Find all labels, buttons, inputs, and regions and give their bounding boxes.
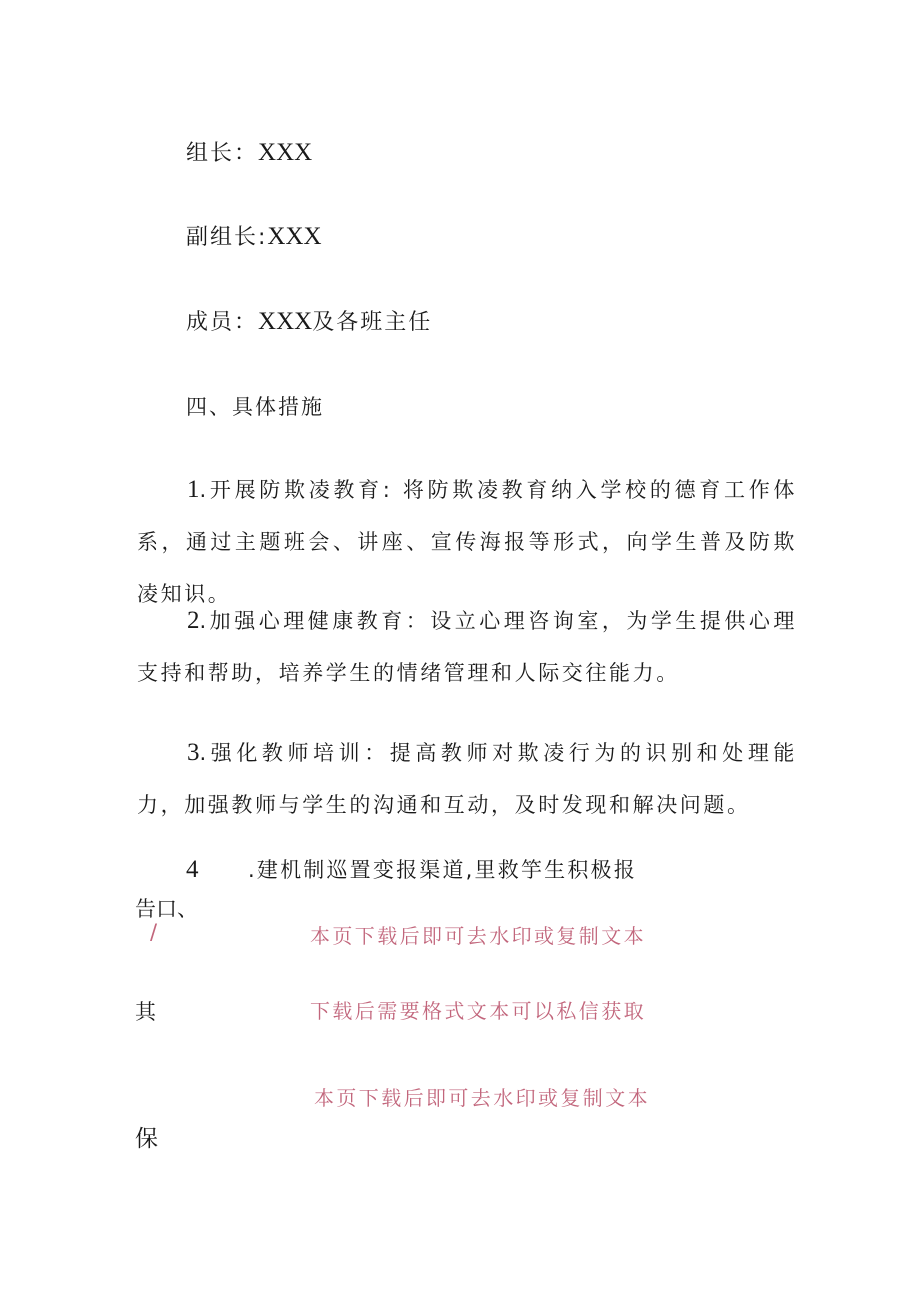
fragment-line-b: / [150,920,158,944]
measure-4-text: .建机制巡置变报渠道,里救竽生积极报 [248,858,637,882]
leader-line [186,138,312,169]
measure-3 [137,727,797,831]
watermark-line-2: 下载后需要格式文本可以私信获取 [310,999,646,1023]
members-value: XXX [258,308,313,335]
members-line [186,307,432,338]
deputy-leader-value: XXX [267,223,322,250]
deputy-leader-line [186,222,322,253]
members-label: 成员： [186,310,259,335]
measure-1-text: .开展防欺凌教育: 将防欺凌教育纳入学校的德育工作体系，通过主题班会、讲座、宣传海报等形式，向学生普及防欺凌知识。 [137,478,797,606]
fragment-line-a: 告口、 [135,897,198,921]
leader-value: XXX [258,139,313,166]
measure-4 [186,855,637,886]
leader-label: 组长： [186,141,259,166]
watermark-line-1: 本页下载后即可去水印或复制文本 [310,924,646,948]
deputy-leader-label: 副组长: [186,225,268,250]
fragment-line-d: 保 [135,1126,158,1152]
watermark-line-3: 本页下载后即可去水印或复制文本 [314,1086,650,1110]
measure-1-number: 1 [187,476,200,503]
measure-3-number: 3 [187,739,200,766]
measure-2-text: .加强心理健康教育：设立心理咨询室，为学生提供心理支持和帮助，培养学生的情绪管理和人际交往能力。 [137,609,797,685]
measure-2-number: 2 [187,607,200,634]
measure-2 [137,595,797,699]
measure-4-number: 4 [186,856,199,883]
section-heading: 四、具体措施 [186,395,324,419]
measure-3-text: .强化教师培训：提高教师对欺凌行为的识别和处理能力，加强教师与学生的沟通和互动，及时发现和解决问题。 [137,741,797,817]
fragment-line-c: 其 [135,1000,156,1024]
members-suffix: 及各班主任 [312,310,433,335]
